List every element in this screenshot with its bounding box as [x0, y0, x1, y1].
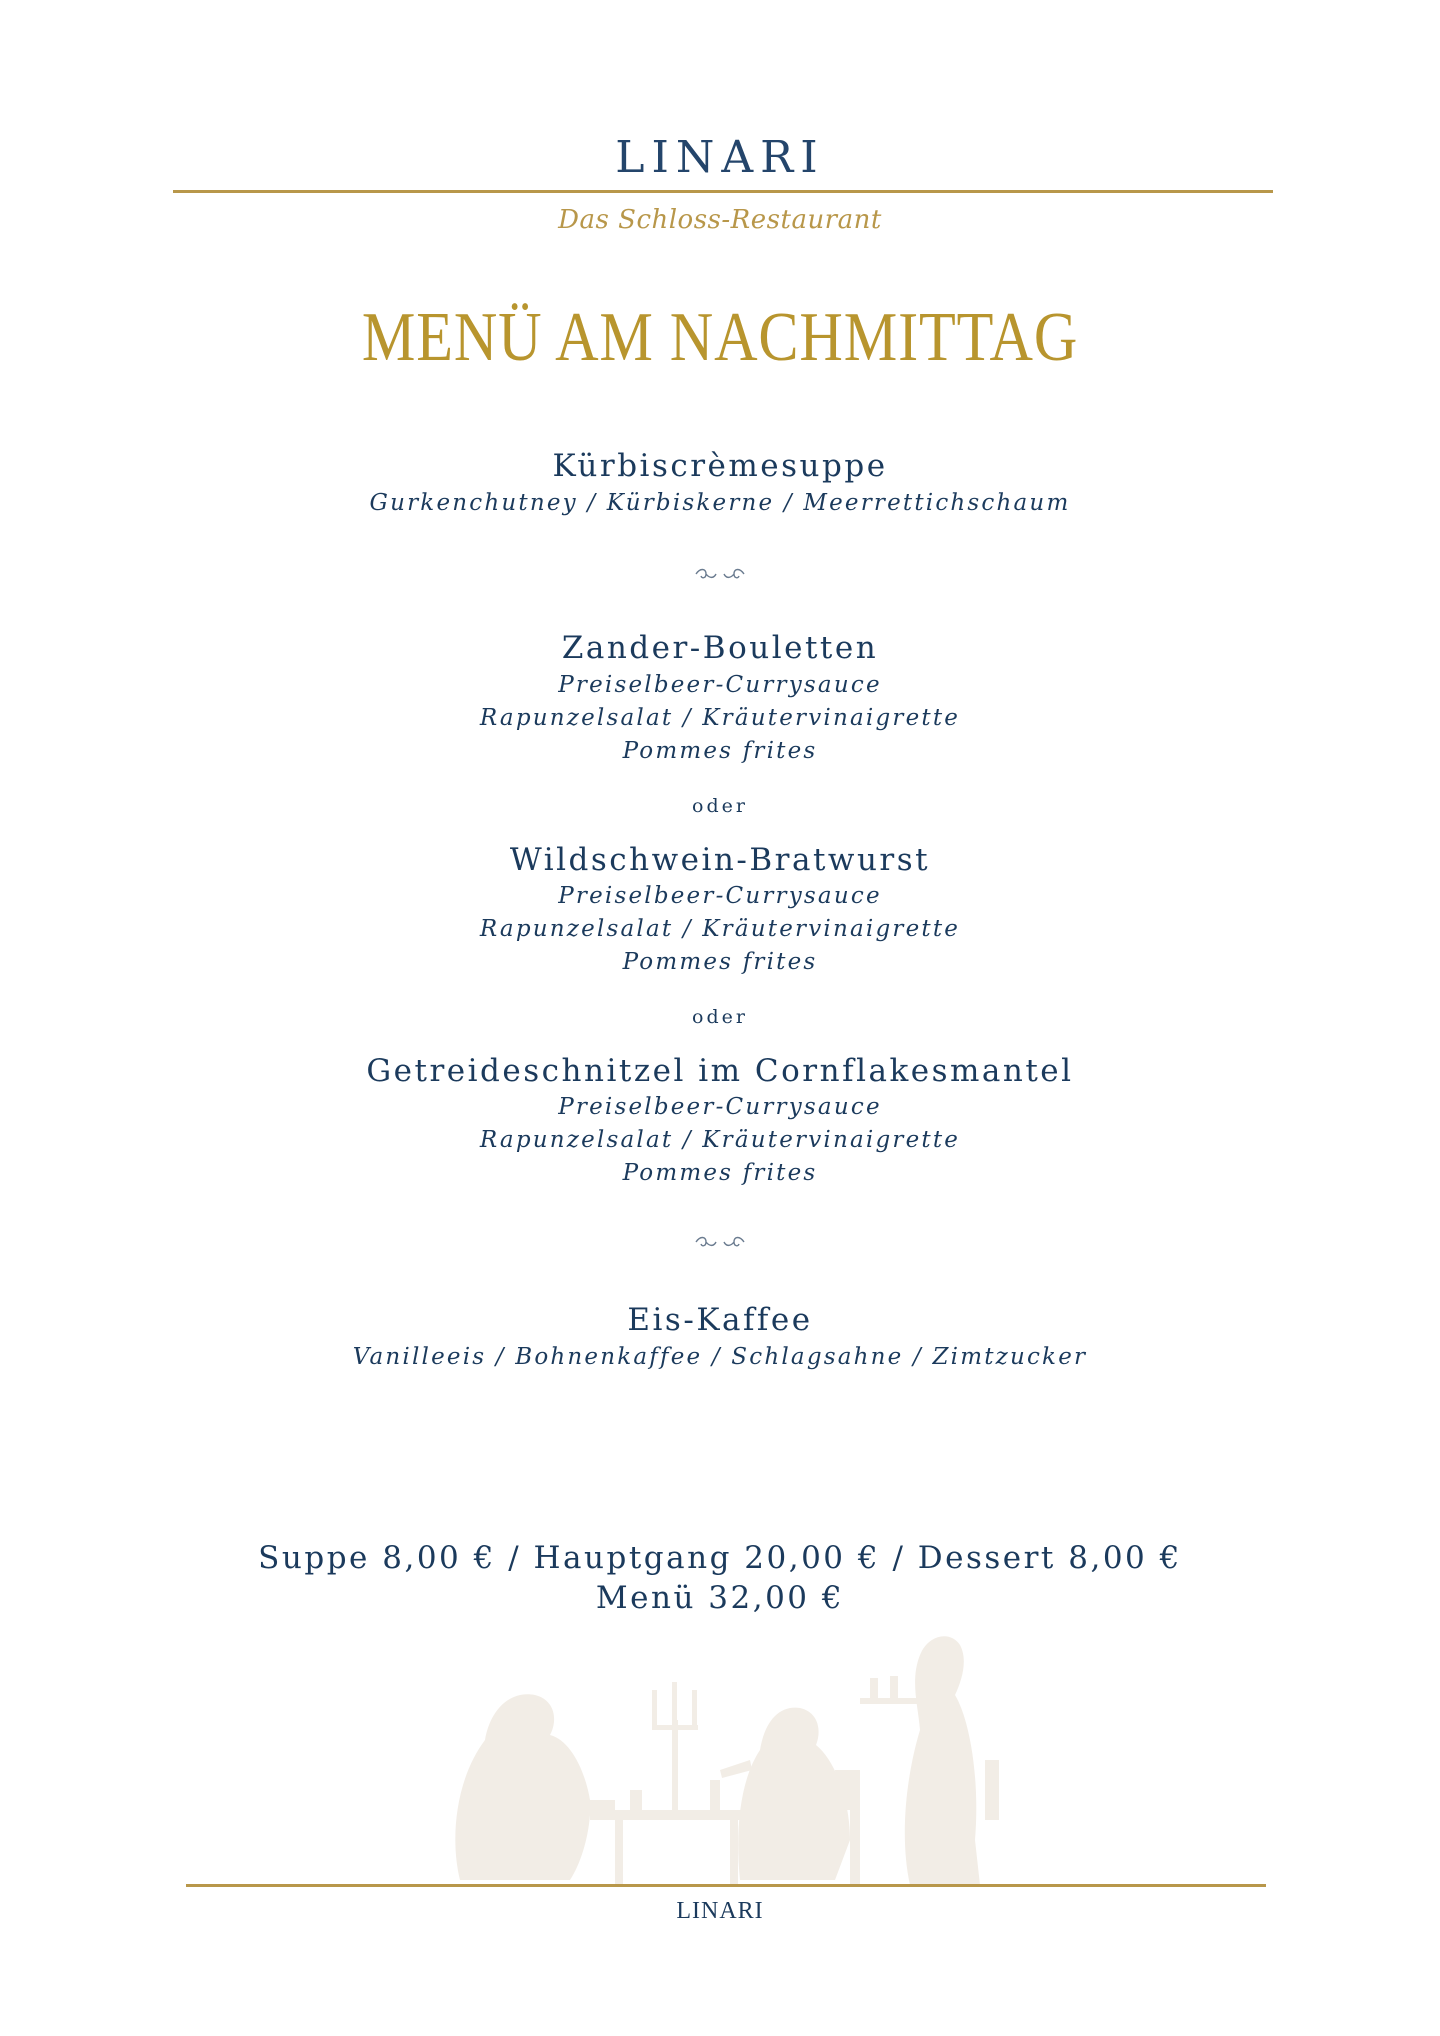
footer-brand: LINARI: [676, 1898, 764, 1924]
main-name: Getreideschnitzel im Cornflakesmantel: [366, 1053, 1074, 1089]
main-name: Zander-Bouletten: [561, 630, 879, 666]
dining-silhouette-illustration: [440, 1610, 1040, 1890]
dessert-name: Eis-Kaffee: [627, 1302, 813, 1338]
restaurant-subtitle: Das Schloss-Restaurant: [558, 205, 882, 235]
main-line: Rapunzelsalat / Kräutervinaigrette: [479, 1127, 961, 1153]
dessert-description: Vanilleeis / Bohnenkaffee / Schlagsahne / Zimtzucker: [352, 1344, 1088, 1370]
or-separator: oder: [692, 1006, 748, 1028]
main-line: Pommes frites: [622, 738, 818, 764]
main-line: Pommes frites: [622, 1160, 818, 1186]
main-line: Preiselbeer-Currysauce: [558, 883, 882, 909]
or-separator: oder: [692, 795, 748, 817]
ornament-divider-icon: [0, 566, 1440, 586]
main-line: Rapunzelsalat / Kräutervinaigrette: [479, 705, 961, 731]
ornament-divider-icon: [0, 1234, 1440, 1254]
main-line: Preiselbeer-Currysauce: [558, 1094, 882, 1120]
price-line: Suppe 8,00 € / Hauptgang 20,00 € / Dessert 8,00 €: [258, 1540, 1182, 1576]
menu-title: MENÜ AM NACHMITTAG: [361, 299, 1079, 376]
header-divider: [173, 190, 1273, 193]
flourish-icon: [692, 1234, 748, 1250]
flourish-icon: [692, 566, 748, 582]
main-line: Rapunzelsalat / Kräutervinaigrette: [479, 916, 961, 942]
menu-price: Menü 32,00 €: [595, 1580, 845, 1616]
main-line: Preiselbeer-Currysauce: [558, 672, 882, 698]
footer-divider: [186, 1884, 1266, 1887]
main-line: Pommes frites: [622, 949, 818, 975]
restaurant-brand: LINARI: [615, 132, 825, 183]
starter-name: Kürbiscrèmesuppe: [552, 448, 888, 484]
starter-description: Gurkenchutney / Kürbiskerne / Meerrettichschaum: [369, 490, 1071, 516]
main-name: Wildschwein-Bratwurst: [509, 842, 931, 878]
